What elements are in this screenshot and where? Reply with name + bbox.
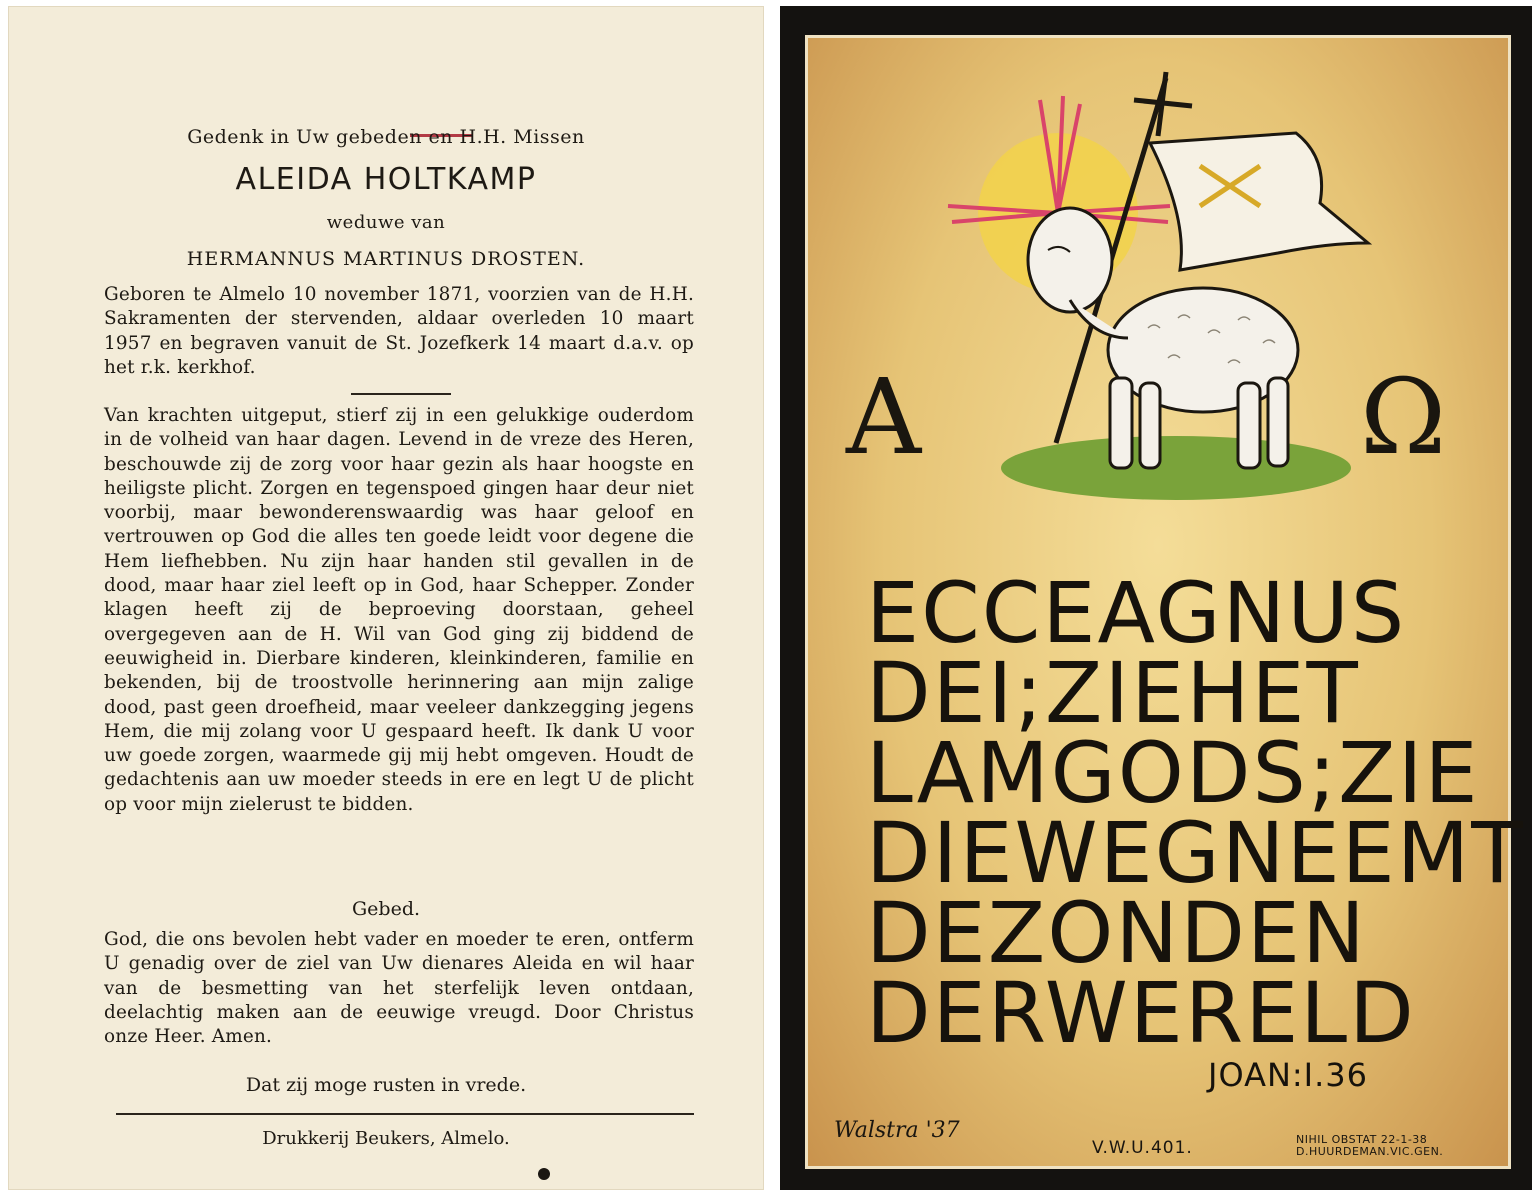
closing-line: Dat zij moge rusten in vrede.	[245, 1074, 527, 1096]
alpha-letter: A	[846, 356, 922, 478]
omega-letter: Ω	[1360, 356, 1447, 478]
memorial-card-image-side	[780, 6, 1532, 1190]
birth-death-paragraph: Geboren te Almelo 10 november 1871, voorzien van de H.H. Sakramenten der stervenden, aldaar overleden 10 maart 1957 en begraven vanuit de St. Jozefkerk 14 maart d.a.v. op het r.k. kerkhof.	[104, 284, 694, 378]
imprimatur-line: D.HUURDEMAN.VIC.GEN.	[1296, 1145, 1444, 1158]
heading: Gedenk in Uw gebeden en H.H. Missen	[187, 126, 585, 148]
inscription-line: DEZONDEN	[866, 884, 1367, 982]
inscription-line: DEI;ZIEHET	[866, 644, 1360, 742]
banner-icon	[1150, 133, 1368, 270]
bible-reference: JOAN:I.36	[1208, 1056, 1368, 1094]
illustrated-panel	[808, 38, 1525, 1166]
print-code: V.W.U.401.	[1092, 1138, 1193, 1158]
eulogy-paragraph: Van krachten uitgeput, stierf zij in een gelukkige ouderdom in de volheid van haar dagen. Levend in de vreze des Heren, beschouwde zij de zorg voor haar gezin als haar hoogste en heiligste plicht. Zorgen en tegenspoed gingen haar deur niet voorbij, maar bewonderenswaardig was haar geloof en vertrouwen op God die alles ten goede leidt voor degene die Hem liefhebben. Nu zijn haar handen stil gevallen in de dood, maar haar ziel leeft op in God, haar Schepper. Zonder klagen heeft zij de beproeving doorstaan, geheel overgegeven aan de H. Wil van God ging zij biddend de eeuwigheid in. Dierbare kinderen, kleinkinderen, familie en bekenden, bij de troostvolle herinnering aan mijn zalige dood, past geen droefheid, maar veeleer dankzegging jegens Hem, die mij zolang voor U gespaard heeft. Ik dank U voor uw goede zorgen, waarmede gij mij hebt omgeven. Houdt de gedachtenis aan uw moeder steeds in ere en legt U de plicht op voor mijn zielerust te bidden.	[104, 405, 694, 815]
grass-icon	[1001, 436, 1351, 500]
inscription-line: LAMGODS;ZIE	[866, 724, 1480, 822]
widow-of-label: weduwe van	[326, 212, 446, 233]
prayer-paragraph: God, die ons bevolen hebt vader en moeder te eren, ontferm U genadig over de ziel van Uw dienares Aleida en wil haar van de besmetting van het sterfelijk leven ontdaan, deelachtig maken aan de eeuwige vreugd. Door Christus onze Heer. Amen.	[104, 929, 694, 1048]
memorial-card-text-side	[8, 6, 764, 1190]
lamb-head-icon	[1028, 208, 1112, 312]
printer-credit: Drukkerij Beukers, Almelo.	[262, 1128, 510, 1149]
section-divider	[351, 393, 451, 395]
prayer-title: Gebed.	[351, 898, 421, 920]
imprimatur-line: NIHIL OBSTAT 22-1-38	[1296, 1133, 1428, 1146]
husband-name: HERMANNUS MARTINUS DROSTEN.	[186, 248, 586, 270]
bottom-rule	[116, 1113, 694, 1115]
deceased-name: ALEIDA HOLTKAMP	[235, 162, 537, 197]
ink-dot	[538, 1168, 550, 1180]
inscription-line: DERWERELD	[866, 964, 1416, 1062]
artist-signature: Walstra '37	[834, 1118, 960, 1143]
inscription-line: DIEWEGNEEMT	[866, 804, 1525, 902]
inscription-line: ECCEAGNUS	[866, 564, 1407, 662]
cross-icon	[1134, 72, 1192, 136]
imprimatur	[1296, 1134, 1443, 1158]
ecce-agnus-inscription	[866, 564, 1525, 1062]
